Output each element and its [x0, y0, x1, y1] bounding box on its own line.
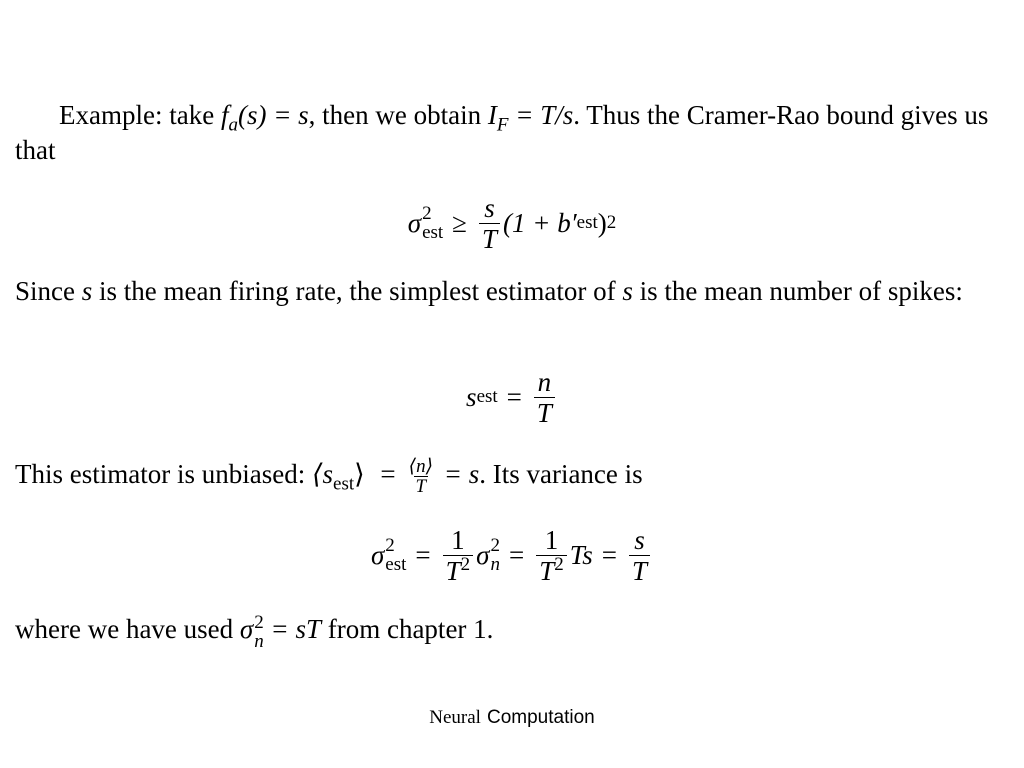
- math-operator: =: [601, 539, 618, 570]
- math-sup: 2: [490, 535, 500, 556]
- paragraph-where: [15, 612, 1005, 651]
- equation-variance: [0, 520, 1024, 590]
- math-supsub: [490, 536, 500, 574]
- fraction-numerator: s: [634, 524, 645, 555]
- math-sub: a: [228, 114, 238, 136]
- paragraph-example: [15, 98, 1005, 168]
- math-sup: 2: [422, 203, 432, 224]
- text-segment: is the mean firing rate, the simplest estimator of: [92, 276, 623, 306]
- footer-word-neural: Neural: [429, 707, 481, 728]
- math-var: σ: [239, 614, 254, 644]
- math-expr: = s: [443, 459, 480, 489]
- math-var: σ: [370, 539, 385, 570]
- math-expr: (1 + b′: [503, 207, 577, 238]
- math-var: I: [487, 100, 497, 130]
- fraction-numerator: 1: [544, 524, 559, 555]
- math-sub: n: [254, 630, 264, 652]
- math-sub: F: [496, 114, 509, 136]
- text-segment: . Its variance is: [479, 459, 643, 489]
- math-var: T: [539, 555, 555, 586]
- math-sup: 2: [254, 611, 264, 633]
- slide-footer: [0, 706, 1024, 729]
- fraction-denominator: T: [479, 223, 500, 254]
- fraction-denominator: T: [534, 397, 555, 428]
- text-segment: This estimator is unbiased:: [15, 459, 312, 489]
- math-var: σ: [407, 207, 422, 238]
- text-segment: Since: [15, 276, 82, 306]
- math-var: s: [622, 276, 633, 306]
- math-var: s: [466, 381, 477, 412]
- fraction-denominator: T: [629, 555, 650, 586]
- math-var: f: [220, 100, 229, 130]
- math-fraction: [479, 193, 500, 254]
- math-operator: =: [415, 539, 431, 570]
- footer-word-computation: Computation: [487, 707, 595, 728]
- math-expr: (s) = s: [237, 100, 309, 130]
- math-operator: =: [380, 459, 396, 489]
- math-expr: ): [597, 207, 607, 238]
- text-segment: . Thus the Cramer-Rao bound gives us that: [15, 100, 989, 165]
- fraction-numerator: s: [484, 192, 495, 223]
- math-expr: ⟩: [354, 459, 365, 489]
- text-segment: , then we obtain: [308, 100, 488, 130]
- math-expr: Ts: [569, 539, 593, 570]
- math-operator: ≥: [452, 207, 467, 238]
- math-operator: =: [508, 539, 525, 570]
- fraction-numerator: n: [537, 366, 552, 397]
- math-expr: = sT: [263, 614, 321, 644]
- math-expr: ⟨s: [311, 459, 334, 489]
- fraction-denominator: T: [415, 476, 427, 498]
- math-fraction: [407, 457, 435, 496]
- math-fraction: [536, 525, 567, 586]
- math-supsub: [254, 613, 264, 651]
- equation-cramer-rao: σ 2 est ≥ $\frac{s}{T}$ (1 + b′ est ) 2: [407, 192, 617, 254]
- math-var: σ: [476, 539, 490, 570]
- fraction-denominator: [443, 555, 474, 586]
- text-segment: is the mean number of spikes:: [632, 276, 963, 306]
- fraction-denominator: [536, 555, 567, 586]
- paragraph-unbiased: [15, 452, 1005, 496]
- math-var: s: [81, 276, 93, 306]
- math-supsub: [385, 536, 406, 574]
- math-operator: =: [506, 381, 522, 412]
- math-sub: est: [385, 554, 407, 575]
- fraction-numerator: ⟨n⟩: [408, 456, 433, 478]
- math-fraction: [534, 367, 555, 428]
- math-sub: n: [490, 554, 500, 575]
- math-fraction: [629, 525, 650, 586]
- math-sup: 2: [460, 553, 471, 575]
- text-segment: from chapter 1.: [320, 614, 494, 644]
- math-sub: est: [422, 222, 444, 243]
- math-expr: = T/s: [508, 100, 574, 130]
- paragraph-since: [15, 274, 1005, 309]
- text-segment: where we have used: [15, 614, 240, 644]
- math-fraction: [443, 525, 474, 586]
- equation-estimator: s est = $\frac{n}{T}$: [0, 364, 1024, 430]
- math-sup: 2: [385, 535, 395, 556]
- text-segment: Example: take: [59, 100, 221, 130]
- fraction-numerator: 1: [451, 524, 465, 555]
- math-supsub: [422, 204, 443, 242]
- math-sub: est: [333, 473, 355, 495]
- math-var: T: [445, 555, 461, 586]
- math-sup: 2: [554, 553, 564, 575]
